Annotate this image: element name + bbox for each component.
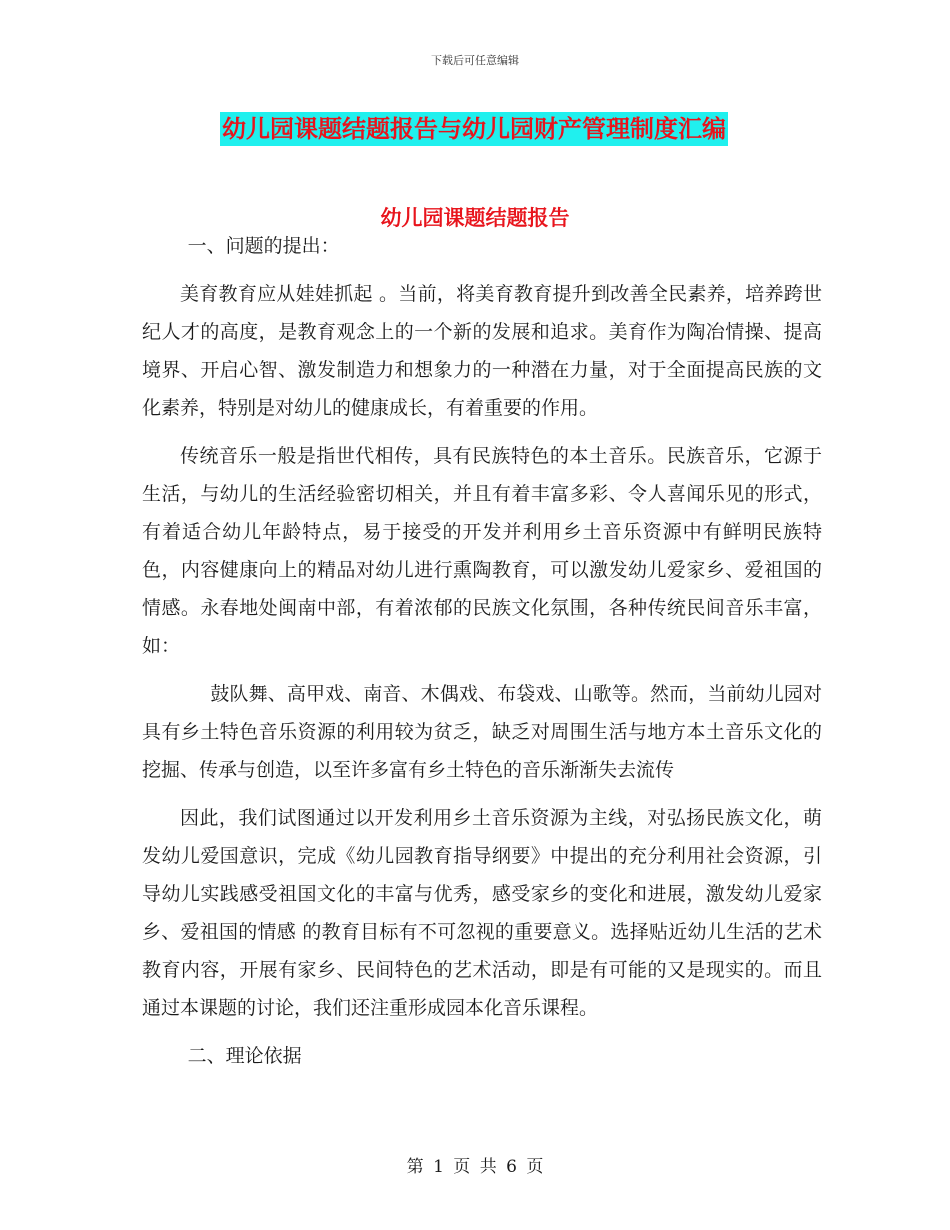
- document-body: [142, 227, 822, 1075]
- paragraph: 鼓队舞、高甲戏、南音、木偶戏、布袋戏、山歌等。然而，当前幼儿园对具有乡土特色音乐资源的利用较为贫乏，缺乏对周围生活与地方本土音乐文化的挖掘、传承与创造，以至许多富有乡土特色的音乐渐渐失去流传: [142, 683, 822, 781]
- paragraph-heading-2: 二、理论依据: [187, 1045, 302, 1067]
- page-footer: 第 1 页 共 6 页: [406, 1157, 544, 1177]
- paragraph: 美育教育应从娃娃抓起 。当前，将美育教育提升到改善全民素养，培养跨世纪人才的高度，是教育观念上的一个新的发展和追求。美育作为陶冶情操、提高境界、开启心智、激发制造力和想象力的一种潜在力量，对于全面提高民族的文化素养，特别是对幼儿的健康成长，有着重要的作用。: [142, 283, 822, 419]
- document-title: 幼儿园课题结题报告与幼儿园财产管理制度汇编: [220, 112, 728, 146]
- section-title: 幼儿园课题结题报告: [380, 206, 570, 230]
- paragraph-heading-1: 一、问题的提出：: [187, 235, 340, 257]
- paragraph: 传统音乐一般是指世代相传，具有民族特色的本土音乐。民族音乐，它源于生活，与幼儿的生活经验密切相关，并且有着丰富多彩、令人喜闻乐见的形式，有着适合幼儿年龄特点，易于接受的开发并利用乡土音乐资源中有鲜明民族特色，内容健康向上的精品对幼儿进行熏陶教育，可以激发幼儿爱家乡、爱祖国的情感。永春地处闽南中部，有着浓郁的民族文化氛围，各种传统民间音乐丰富，如：: [142, 445, 822, 657]
- header-note: 下载后可任意编辑: [431, 54, 519, 67]
- paragraph: 因此，我们试图通过以开发利用乡土音乐资源为主线，对弘扬民族文化，萌发幼儿爱国意识，完成《幼儿园教育指导纲要》中提出的充分利用社会资源，引导幼儿实践感受祖国文化的丰富与优秀，感受家乡的变化和进展，激发幼儿爱家乡、爱祖国的情感 的教育目标有不可忽视的重要意义。选择贴近幼儿生活的艺术教育内容，开展有家乡、民间特色的艺术活动，即是有可能的又是现实的。而且通过本课题的讨论，我们还注重形成园本化音乐课程。: [142, 807, 822, 1019]
